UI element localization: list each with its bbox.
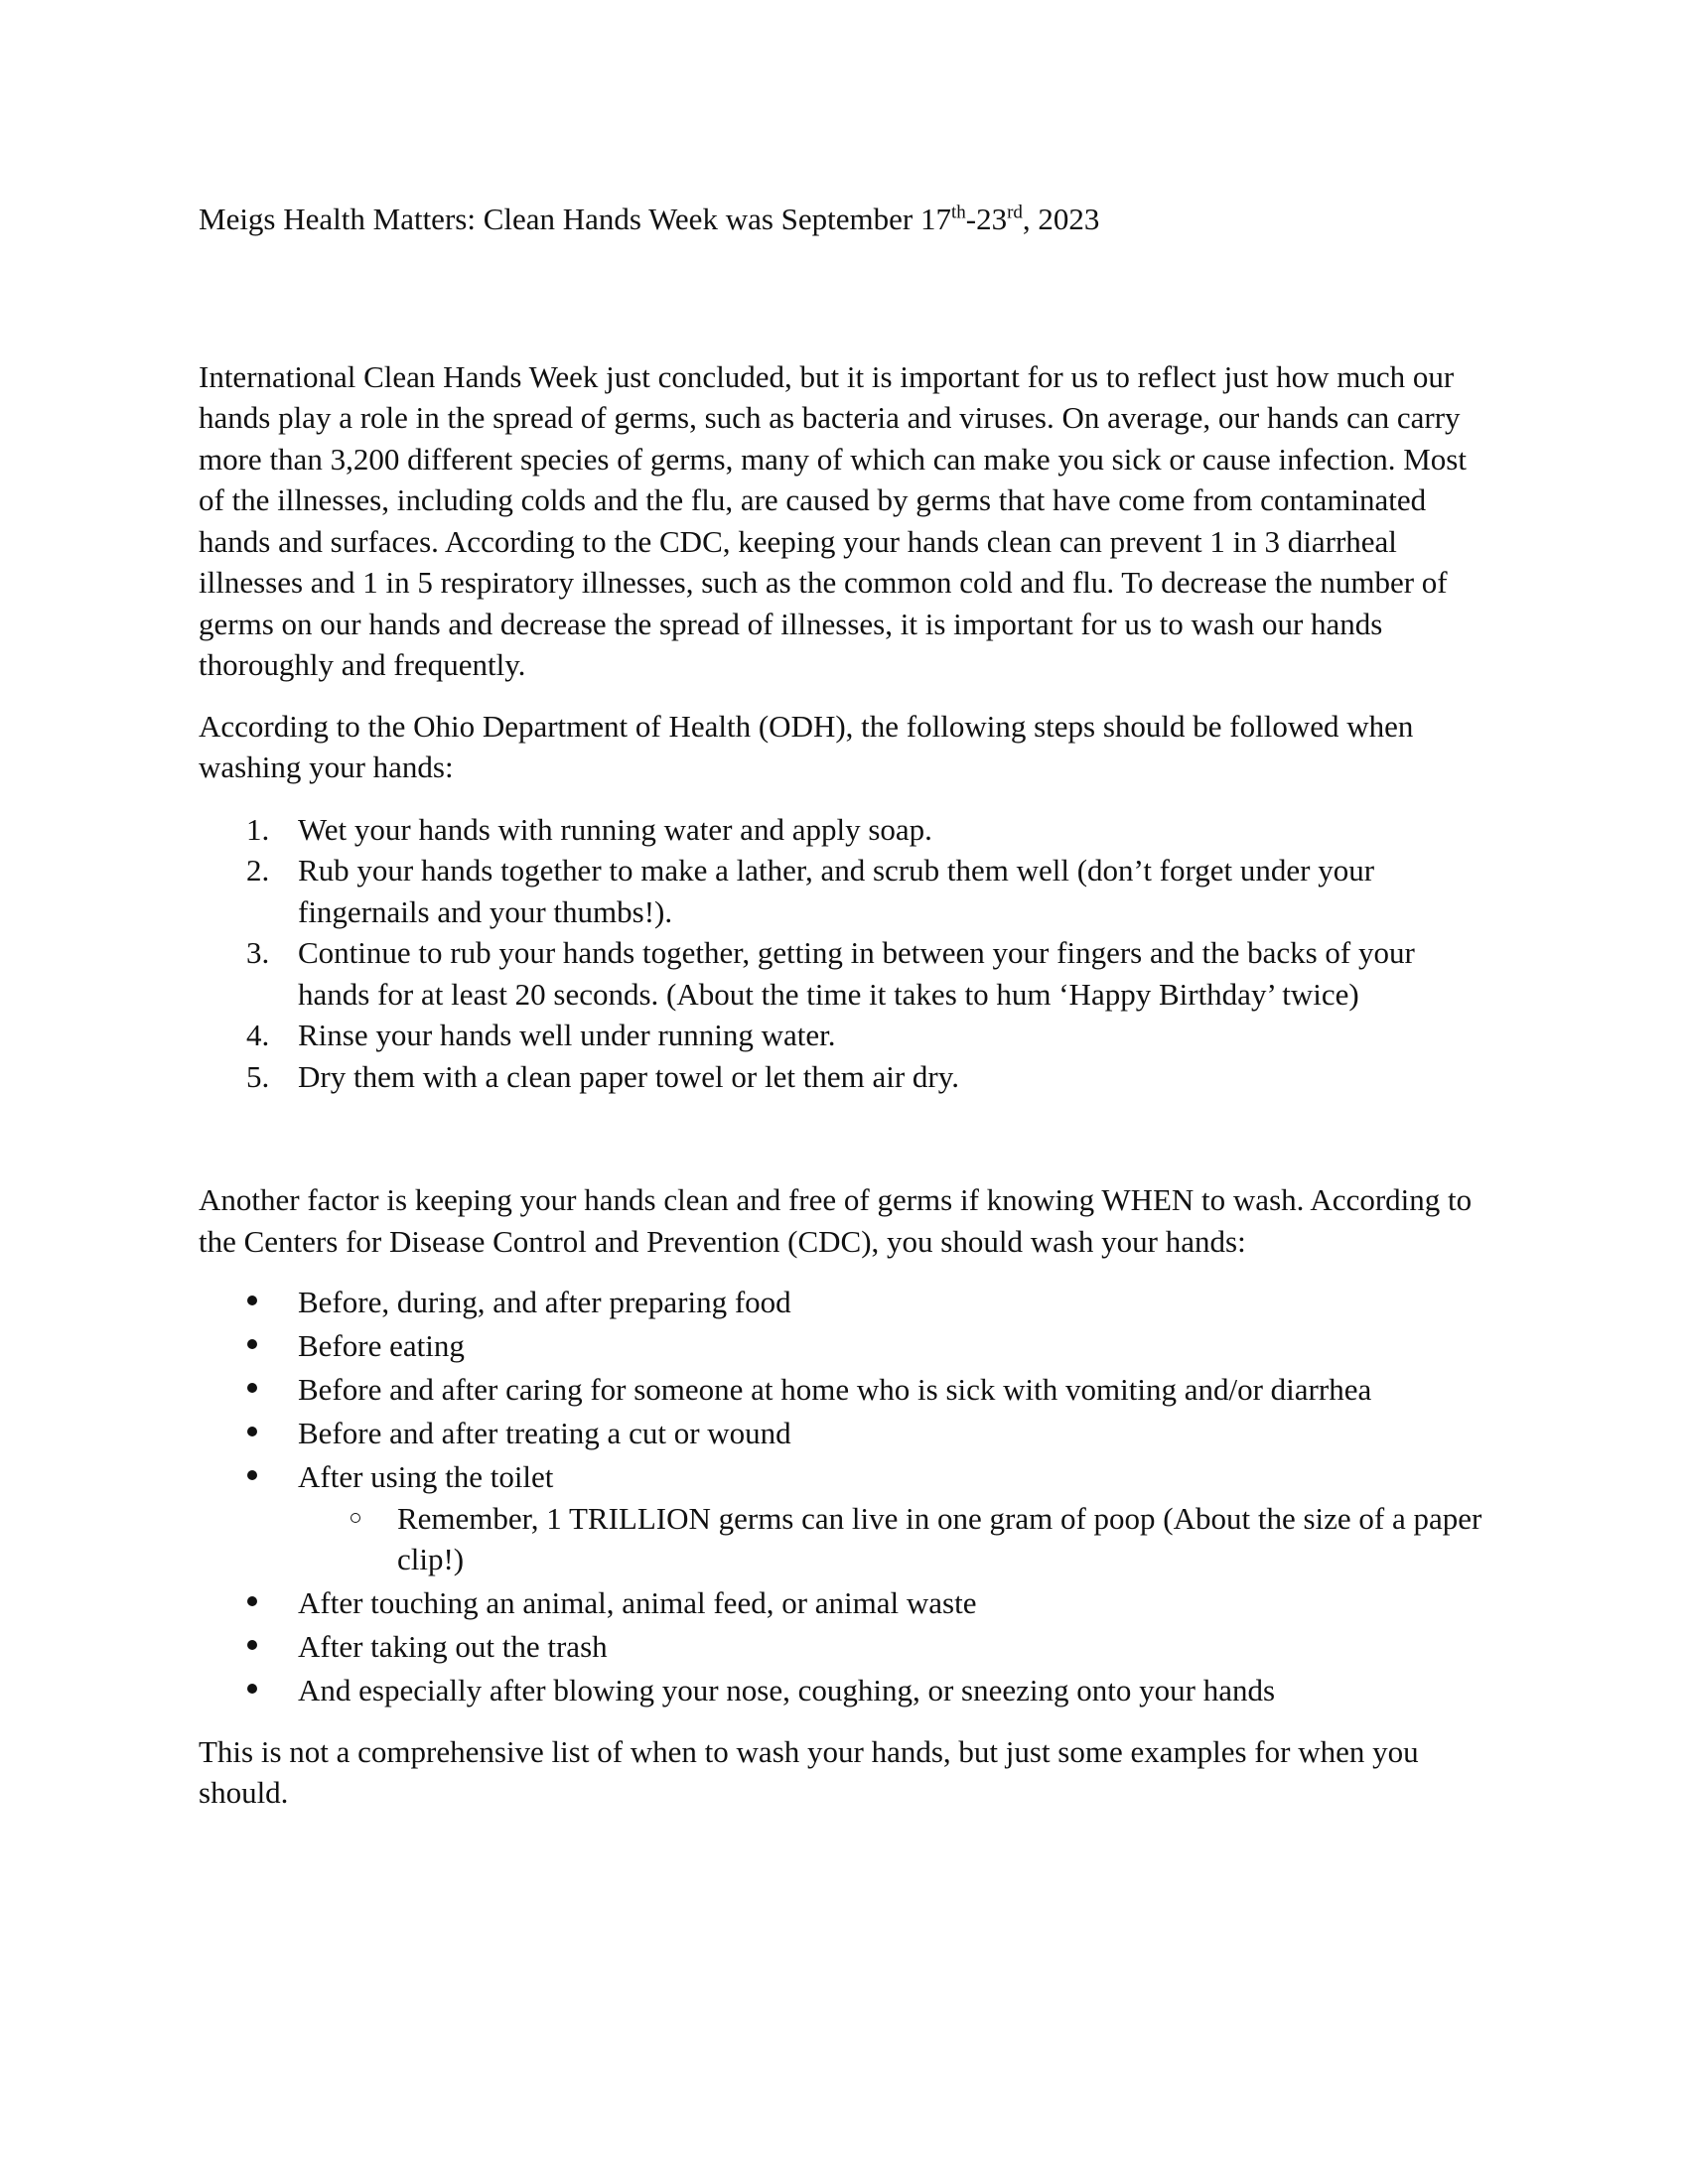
- document-page: [199, 199, 1489, 1814]
- bullet-item: [298, 1282, 1489, 1323]
- title-suffix: , 2023: [1022, 202, 1100, 236]
- bullet-item: [298, 1582, 1489, 1624]
- bullet-dot-icon: [247, 1296, 257, 1305]
- bullet-text: Before, during, and after preparing food: [298, 1285, 791, 1319]
- step-item: [246, 932, 1489, 1015]
- step-text: Wet your hands with running water and apply soap.: [298, 811, 932, 847]
- bullet-circle-icon: [351, 1513, 360, 1523]
- bullet-text: Before and after caring for someone at home who is sick with vomiting and/or diarrhea: [298, 1372, 1372, 1407]
- bullet-item: [298, 1456, 1489, 1580]
- sub-bullet-list: [298, 1498, 1489, 1580]
- bullet-item: [298, 1413, 1489, 1454]
- handwashing-steps-list: [199, 809, 1489, 1098]
- document-title: [199, 199, 1489, 240]
- step-text: Rinse your hands well under running water.: [298, 1018, 836, 1052]
- step-item: [246, 1056, 1489, 1098]
- bullet-text: Before eating: [298, 1328, 465, 1363]
- when-to-wash-list: [199, 1282, 1489, 1711]
- bullet-text: Before and after treating a cut or wound: [298, 1416, 791, 1450]
- title-sup-th: th: [950, 202, 966, 223]
- bullet-text: And especially after blowing your nose, coughing, or sneezing onto your hands: [298, 1673, 1276, 1707]
- step-item: [246, 1015, 1489, 1056]
- step-number: 5.: [246, 1058, 270, 1094]
- step-number: 2.: [246, 853, 270, 887]
- bullet-text: After taking out the trash: [298, 1629, 608, 1664]
- step-number: 1.: [246, 811, 270, 847]
- bullet-dot-icon: [247, 1427, 257, 1436]
- bullet-dot-icon: [247, 1684, 257, 1694]
- sub-bullet-text: Remember, 1 TRILLION germs can live in one gram of poop (About the size of a paper clip!): [397, 1500, 1482, 1576]
- title-sup-rd: rd: [1007, 202, 1023, 223]
- bullet-text: After using the toilet: [298, 1459, 554, 1494]
- bullet-dot-icon: [247, 1470, 257, 1480]
- step-item: [246, 809, 1489, 851]
- odh-paragraph: According to the Ohio Department of Health (ODH), the following steps should be followed when washing your hands:: [199, 708, 1414, 784]
- step-item: [246, 850, 1489, 932]
- title-prefix: Meigs Health Matters: Clean Hands Week was September 17: [199, 202, 951, 236]
- step-number: 3.: [246, 935, 270, 970]
- bullet-text: After touching an animal, animal feed, or animal waste: [298, 1585, 977, 1620]
- bullet-dot-icon: [247, 1596, 257, 1606]
- step-text: Rub your hands together to make a lather, and scrub them well (don’t forget under your fingernails and your thumbs!).: [298, 853, 1375, 929]
- bullet-dot-icon: [247, 1640, 257, 1650]
- bullet-dot-icon: [247, 1339, 257, 1349]
- when-to-wash-paragraph: Another factor is keeping your hands clean and free of germs if knowing WHEN to wash. According to the Centers for Disease Control and Prevention (CDC), you should wash your hands:: [199, 1182, 1473, 1259]
- bullet-item: [298, 1369, 1489, 1411]
- step-text: Dry them with a clean paper towel or let them air dry.: [298, 1058, 959, 1094]
- closing-paragraph: This is not a comprehensive list of when to wash your hands, but just some examples for when you should.: [199, 1733, 1419, 1810]
- bullet-item: [298, 1626, 1489, 1668]
- bullet-item: [298, 1325, 1489, 1367]
- bullet-dot-icon: [247, 1383, 257, 1393]
- intro-paragraph: International Clean Hands Week just concluded, but it is important for us to reflect just how much our hands play a role in the spread of germs, such as bacteria and viruses. On average, our hands can carry more than 3,200 different species of germs, many of which can make you sick or cause infection. Most of the illnesses, including colds and the flu, are caused by germs that have come from contaminated hands and surfaces. According to the CDC, keeping your hands clean can prevent 1 in 3 diarrheal illnesses and 1 in 5 respiratory illnesses, such as the common cold and flu. To decrease the number of germs on our hands and decrease the spread of illnesses, it is important for us to wash our hands thoroughly and frequently.: [199, 358, 1467, 682]
- bullet-item: [298, 1670, 1489, 1711]
- step-text: Continue to rub your hands together, getting in between your fingers and the backs of your hands for at least 20 seconds. (About the time it takes to hum ‘Happy Birthday’ twice): [298, 935, 1415, 1012]
- title-middle: -23: [965, 202, 1008, 236]
- step-number: 4.: [246, 1018, 270, 1052]
- sub-bullet-item: [397, 1498, 1489, 1580]
